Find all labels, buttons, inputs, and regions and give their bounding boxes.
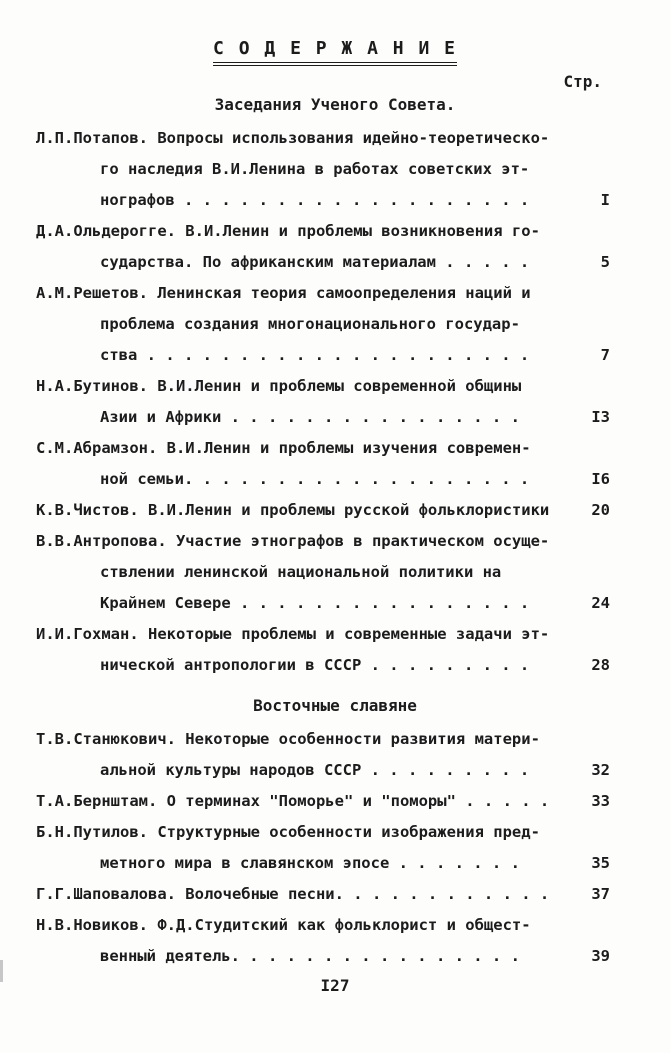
entry-text: метного мира в славянском эпосе . . . . . . . (100, 854, 520, 872)
entry-page-number: 5 (600, 253, 610, 271)
entry-text: альной культуры народов СССР . . . . . . . . . (100, 761, 530, 779)
toc-entry-line (36, 588, 610, 619)
page-title (0, 38, 670, 66)
toc-entry-line (36, 185, 610, 216)
entry-text: ствлении ленинской национальной политики на (100, 563, 502, 581)
entry-text: Т.А.Бернштам. О терминах "Поморье" и "поморы" . . . . . (36, 792, 550, 810)
entry-text: К.В.Чистов. В.И.Ленин и проблемы русской фольклористики (36, 501, 550, 519)
toc-entry-line (36, 371, 610, 402)
toc-entry-line (36, 123, 610, 154)
toc-entry-line (36, 650, 610, 681)
page-title-text: С О Д Е Р Ж А Н И Е (213, 38, 457, 66)
entry-text: проблема создания многонационального государ- (100, 315, 520, 333)
toc-entry-line (36, 755, 610, 786)
footer-page-number: I27 (320, 976, 350, 995)
entry-page-number: I6 (591, 470, 610, 488)
entry-text: Азии и Африки . . . . . . . . . . . . . . . . (100, 408, 520, 426)
toc-entry-line (36, 848, 610, 879)
entry-text: И.И.Гохман. Некоторые проблемы и современные задачи эт- (36, 625, 550, 643)
toc-entry-line (36, 526, 610, 557)
toc-entry-line (36, 464, 610, 495)
entry-text: Н.А.Бутинов. В.И.Ленин и проблемы современной общины (36, 377, 522, 395)
toc-entry-line (36, 433, 610, 464)
entry-page-number: 24 (591, 594, 610, 612)
entry-page-number: 33 (591, 792, 610, 810)
entry-page-number: 7 (600, 346, 610, 364)
entry-text: Б.Н.Путилов. Структурные особенности изображения пред- (36, 823, 540, 841)
entry-text: го наследия В.И.Ленина в работах советских эт- (100, 160, 530, 178)
entry-text: А.М.Решетов. Ленинская теория самоопределения наций и (36, 284, 531, 302)
toc-entry-line (36, 557, 610, 588)
entry-text: ной семьи. . . . . . . . . . . . . . . . . . . (100, 470, 530, 488)
entry-page-number: 39 (591, 947, 610, 965)
entry-text: Н.В.Новиков. Ф.Д.Студитский как фольклорист и общест- (36, 916, 531, 934)
toc-entry-line (36, 309, 610, 340)
entry-page-number: I3 (591, 408, 610, 426)
section-heading: Заседания Ученого Совета. (214, 95, 456, 114)
entry-page-number: 37 (591, 885, 610, 903)
entry-page-number: I (600, 191, 610, 209)
entry-text: Г.Г.Шаповалова. Волочебные песни. . . . . . . . . . . . (36, 885, 550, 903)
entry-text: ства . . . . . . . . . . . . . . . . . . . . . (100, 346, 530, 364)
scan-artifact (0, 960, 3, 982)
entry-text: Д.А.Ольдерогге. В.И.Ленин и проблемы возникновения го- (36, 222, 540, 240)
entry-text: нической антропологии в СССР . . . . . . . . . (100, 656, 530, 674)
toc-entry-line (36, 154, 610, 185)
page-column-header: Стр. (563, 72, 602, 91)
toc-entry-line (36, 216, 610, 247)
toc-entry-line (36, 495, 610, 526)
toc-entry-line (36, 817, 610, 848)
entry-text: С.М.Абрамзон. В.И.Ленин и проблемы изучения современ- (36, 439, 531, 457)
toc-entry-line (36, 941, 610, 972)
entry-text: В.В.Антропова. Участие этнографов в практическом осуще- (36, 532, 550, 550)
entry-text: Т.В.Станюкович. Некоторые особенности развития матери- (36, 730, 540, 748)
section-heading: Восточные славяне (253, 696, 417, 715)
toc-entry-line (36, 247, 610, 278)
toc-entry-line (36, 402, 610, 433)
entry-page-number: 20 (591, 501, 610, 519)
toc-entry-line (36, 619, 610, 650)
toc-entry-line (36, 724, 610, 755)
entry-text: нографов . . . . . . . . . . . . . . . . . . . (100, 191, 530, 209)
toc-entry-line (36, 910, 610, 941)
entry-text: венный деятель. . . . . . . . . . . . . . . . (100, 947, 520, 965)
entry-page-number: 28 (591, 656, 610, 674)
toc-list (36, 93, 610, 972)
toc-entry-line (36, 278, 610, 309)
entry-page-number: 32 (591, 761, 610, 779)
entry-text: сударства. По африканским материалам . . . . . (100, 253, 530, 271)
entry-page-number: 35 (591, 854, 610, 872)
entry-text: Л.П.Потапов. Вопросы использования идейно-теоретическо- (36, 129, 550, 147)
toc-entry-line (36, 340, 610, 371)
toc-entry-line (36, 786, 610, 817)
entry-text: Крайнем Севере . . . . . . . . . . . . . . . . (100, 594, 530, 612)
toc-entry-line (36, 879, 610, 910)
